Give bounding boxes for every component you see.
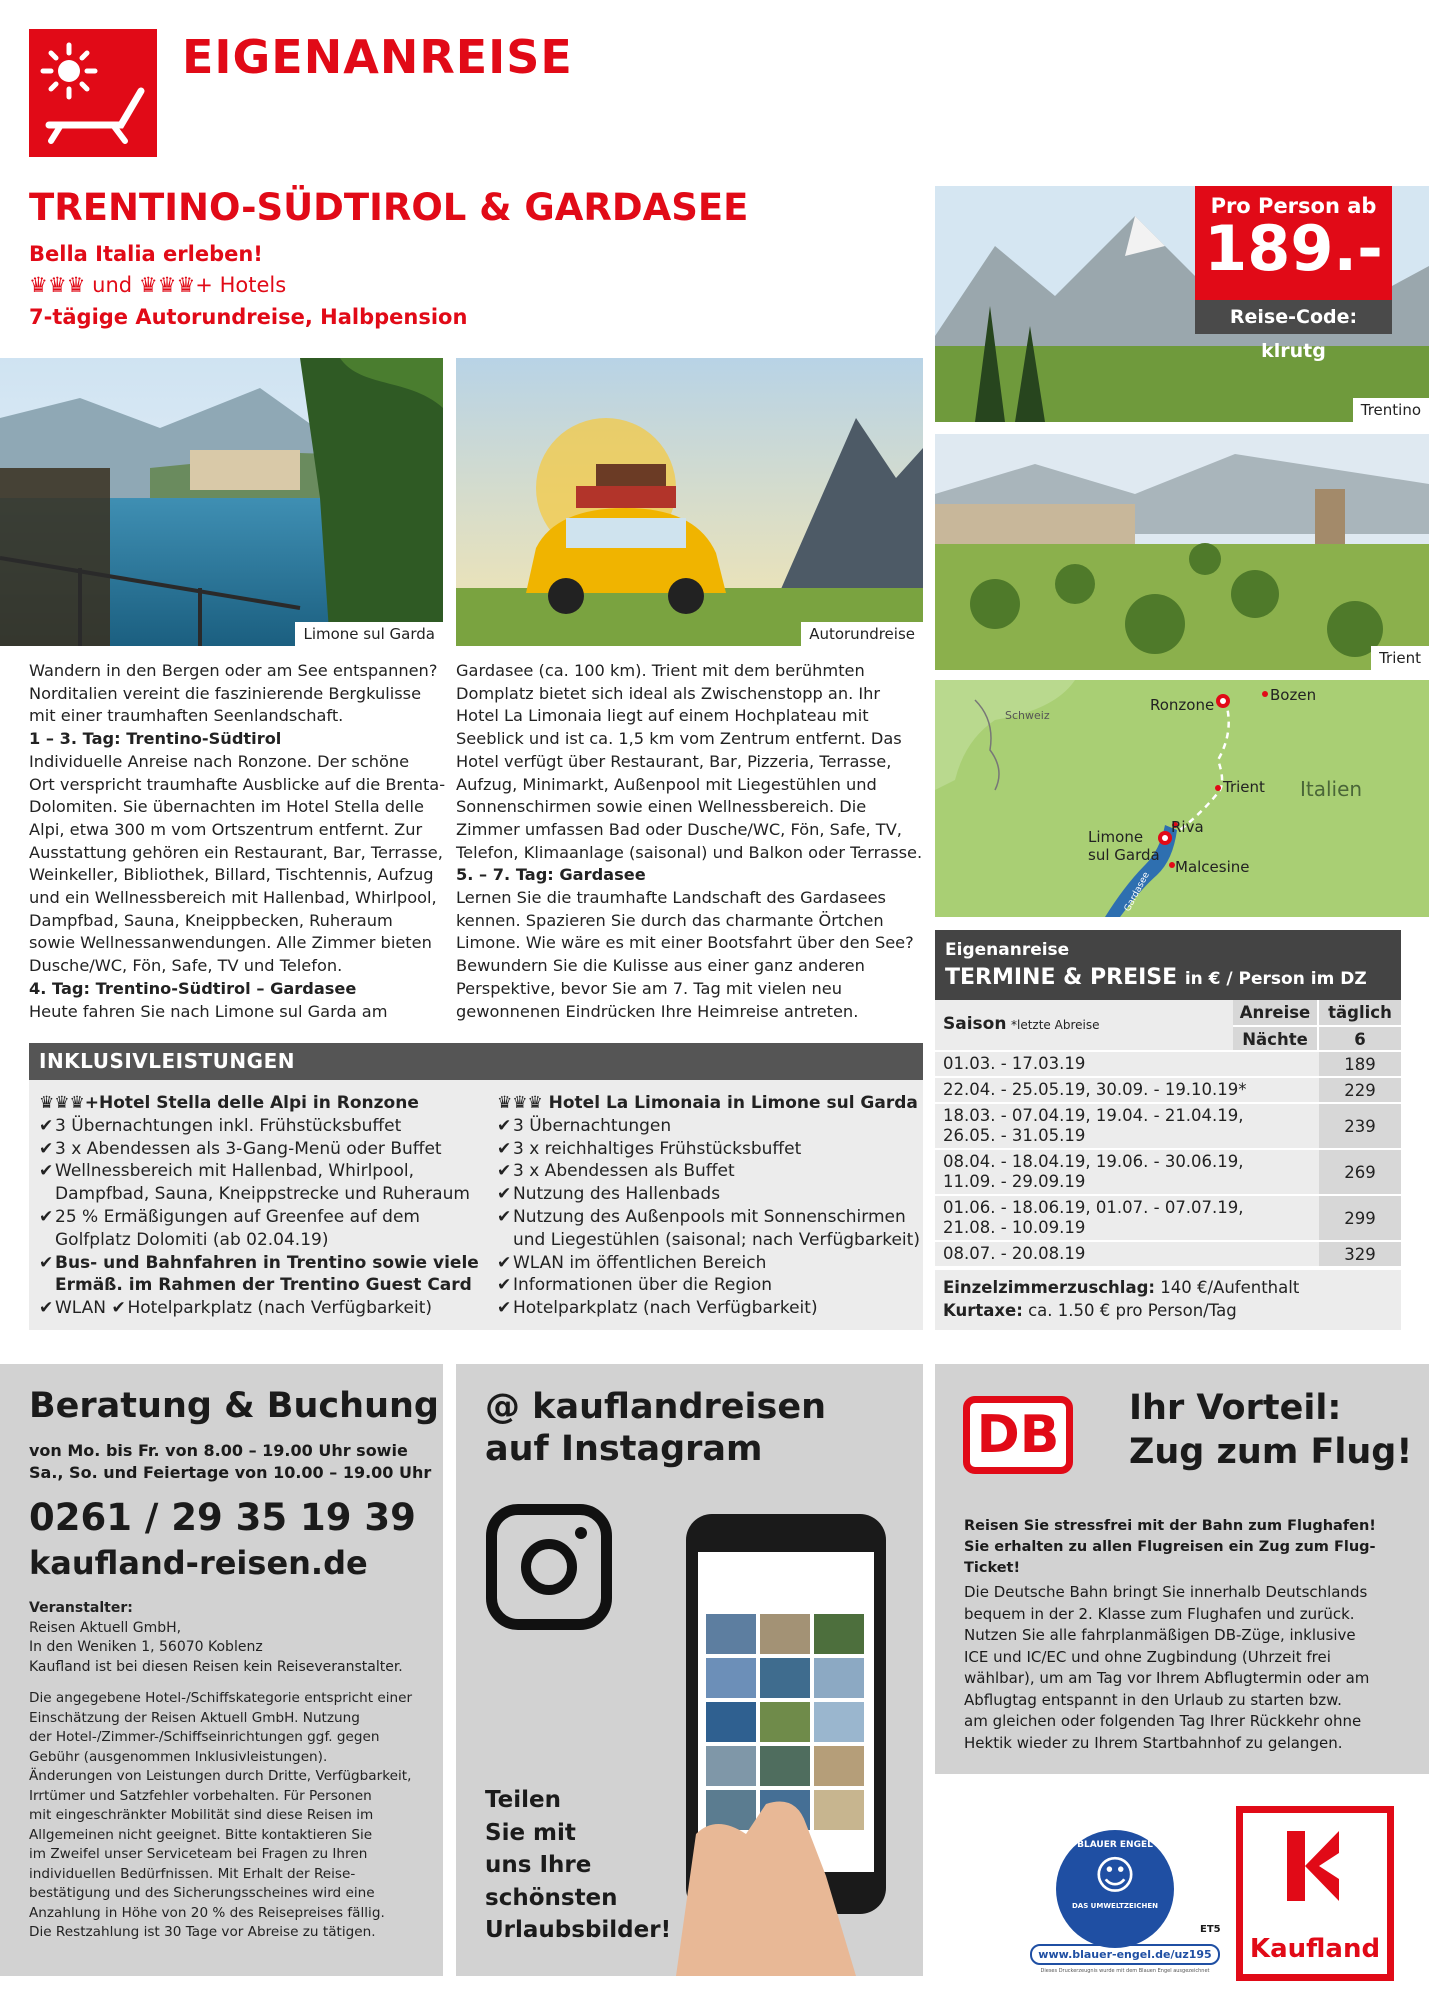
db-title: Ihr Vorteil: Zug zum Flug!: [1129, 1388, 1413, 1472]
map-label: Trient: [1223, 778, 1265, 796]
organizer-info: Veranstalter: Reisen Aktuell GmbH, In den Weniken 1, 56070 Koblenz Kaufland ist bei diesen Reisen kein Reiseveranstalter.: [29, 1600, 403, 1675]
instagram-title[interactable]: @ kauflandreisen auf Instagram: [485, 1387, 827, 1469]
list-item: ✔ WLAN im öffentlichen Bereich: [497, 1252, 767, 1273]
blauer-engel-badge: [1030, 1820, 1220, 1985]
list-item: ✔ 3 x reichhaltiges Frühstücksbuffet: [497, 1138, 802, 1159]
check-icon: ✔: [497, 1206, 512, 1227]
booking-title: Beratung & Buchung: [29, 1386, 439, 1426]
booking-panel: [0, 1364, 443, 1976]
website-link[interactable]: kaufland-reisen.de: [29, 1544, 368, 1582]
table-row: 08.04. - 18.04.19, 19.06. - 30.06.19, 11.09. - 29.09.19 269: [935, 1150, 1401, 1194]
check-icon: ✔: [497, 1184, 512, 1205]
opening-hours: von Mo. bis Fr. von 8.00 – 19.00 Uhr sowie Sa., So. und Feiertage von 10.00 – 19.00 Uhr: [29, 1441, 432, 1482]
kaufland-logo: [1236, 1806, 1394, 1981]
table-row: 01.06. - 18.06.19, 01.07. - 07.07.19, 21.08. - 10.09.19 299: [935, 1196, 1401, 1240]
hotel-2-heading: ♛♛♛ Hotel La Limonaia in Limone sul Garda: [497, 1093, 918, 1113]
check-icon: ✔: [39, 1161, 54, 1182]
crown-rating-icon: ♛♛♛: [497, 1093, 549, 1113]
single-room-surcharge: Einzelzimmerzuschlag: 140 €/Aufenthalt: [943, 1278, 1300, 1297]
description-column-1: [29, 660, 449, 1023]
photo-caption: Limone sul Garda: [295, 622, 443, 646]
list-item: Golfplatz Dolomiti (ab 02.04.19): [55, 1229, 329, 1250]
table-footnotes: [935, 1270, 1401, 1330]
eigenanreise-logo: [29, 29, 157, 157]
blauer-engel-seal: BLAUER ENGEL ☺ DAS UMWELTZEICHEN: [1056, 1830, 1174, 1948]
check-icon: ✔: [39, 1138, 54, 1159]
check-icon: ✔: [497, 1298, 512, 1319]
check-icon: ✔: [39, 1252, 54, 1273]
check-icon: ✔: [111, 1298, 126, 1319]
list-item: Ermäß. im Rahmen der Trentino Guest Card: [55, 1275, 472, 1296]
check-icon: ✔: [497, 1275, 512, 1296]
description-column-2: [456, 660, 926, 1023]
list-item: ✔ 3 x Abendessen als 3-Gang-Menü oder Buffet: [39, 1138, 442, 1159]
photo-autorundreise: [456, 358, 923, 646]
legal-fine-print: Die angegebene Hotel-/Schiffskategorie entspricht einer Einschätzung der Reisen Aktuell GmbH. Nutzung der Hotel-/Zimmer-/Schiffseinrichtungen ggf. gegen Gebühr (ausgenommen Inklusivleistungen). Änderungen von Leistungen durch Dritte, Verfügbarkeit, Irrtümer und Satzfehler vorbehalten. Für Personen mit eingeschränkter Mobilität sind diese Reisen im Allgemeinen nicht geeignet. Bitte kontaktieren Sie im Zweifel unser Serviceteam bei Fragen zu Ihren individuellen Bedürfnissen. Mit Erhalt der Reise- bestätigung und des Sicherungsscheines wird eine Anzahlung in Höhe von 20 % des Reisepreises fällig. Die Restzahlung ist 30 Tage vor Abreise zu tätigen.: [29, 1690, 413, 1940]
route-map: [935, 680, 1429, 917]
saison-label: Saison: [943, 1014, 1007, 1034]
angel-icon: ☺: [1094, 1853, 1136, 1899]
list-item: ✔ 3 Übernachtungen: [497, 1115, 672, 1136]
day-4-text-cont: Gardasee (ca. 100 km). Trient mit dem berühmten Domplatz bietet sich ideal als Zwischenstopp an. Ihr Hotel La Limonaia liegt auf einem Hochplateau mit Seeblick und ist ca. 1,5 km vom Zentrum entfernt. Das Hotel verfügt über Restaurant, Bar, Pizzeria, Terrasse, Aufzug, Minimarkt, Außenpool mit Liegestühlen und Sonnenschirmen sowie einen Wellnessbereich. Die Zimmer umfassen Bad oder Dusche/WC, Fön, Safe, TV, Telefon, Klimaanlage (saisonal) und Balkon oder Terrasse.: [456, 661, 923, 862]
offer-tagline: Bella Italia erleben!: [29, 242, 263, 266]
check-icon: ✔: [497, 1138, 512, 1159]
photo-caption: Trentino: [1353, 398, 1429, 422]
list-item: ✔ Hotelparkplatz (nach Verfügbarkeit): [497, 1298, 818, 1319]
tourist-tax: Kurtaxe: ca. 1.50 € pro Person/Tag: [943, 1301, 1237, 1320]
check-icon: ✔: [497, 1115, 512, 1136]
day-4-heading: 4. Tag: Trentino-Südtirol – Gardasee: [29, 978, 357, 998]
check-icon: ✔: [497, 1252, 512, 1273]
photo-caption: Trient: [1371, 646, 1429, 670]
list-item: ✔ 25 % Ermäßigungen auf Greenfee auf dem: [39, 1206, 420, 1227]
list-item: ✔ WLAN ✔ Hotelparkplatz (nach Verfügbarkeit): [39, 1298, 433, 1319]
naechte-head: Nächte: [1233, 1025, 1319, 1050]
map-label: sul Garda: [1088, 846, 1160, 864]
offer-type: 7-tägige Autorundreise, Halbpension: [29, 305, 468, 329]
day-5-text: Lernen Sie die traumhafte Landschaft des Gardasees kennen. Spazieren Sie durch das charmante Örtchen Limone. Wie wäre es mit einer Bootsfahrt über den See? Bewundern Sie die Kulisse aus einer ganz anderen Perspektive, bevor Sie am 7. Tag mit vielen neu gewonnenen Eindrücken Ihre Heimreise antreten.: [456, 888, 914, 1021]
day-1-heading: 1 – 3. Tag: Trentino-Südtirol: [29, 729, 282, 749]
list-item: ✔ 3 Übernachtungen inkl. Frühstücksbuffet: [39, 1115, 402, 1136]
db-panel: [935, 1364, 1429, 1774]
table-row: 22.04. - 25.05.19, 30.09. - 19.10.19* 229: [935, 1078, 1401, 1102]
instagram-panel: [456, 1364, 923, 1976]
phone-number[interactable]: 0261 / 29 35 19 39: [29, 1496, 416, 1539]
table-row: 08.07. - 20.08.19 329: [935, 1242, 1401, 1266]
list-item: und Liegestühlen (saisonal; nach Verfügbarkeit): [513, 1229, 920, 1250]
db-highlight: Reisen Sie stressfrei mit der Bahn zum Flughafen! Sie erhalten zu allen Flugreisen ein Zug zum Flug-Ticket!: [964, 1518, 1376, 1576]
inclusive-box: [29, 1080, 923, 1330]
crown-rating-icon: ♛♛♛: [29, 273, 86, 297]
list-item: ✔ Nutzung des Außenpools mit Sonnenschirmen: [497, 1206, 906, 1227]
price-prefix: Pro Person ab: [1210, 194, 1377, 218]
crown-rating-plus-icon: ♛♛♛+: [138, 273, 213, 297]
table-row: 01.03. - 17.03.19 189: [935, 1052, 1401, 1076]
table-title: TERMINE & PREISE in € / Person im DZ: [945, 965, 1367, 990]
map-label: Italien: [1300, 777, 1363, 801]
day-5-heading: 5. – 7. Tag: Gardasee: [456, 865, 646, 885]
list-item: ✔ Bus- und Bahnfahren in Trentino sowie viele: [39, 1252, 479, 1273]
check-icon: ✔: [497, 1161, 512, 1182]
share-call-to-action: Teilen Sie mit uns Ihre schönsten Urlaubsbilder!: [485, 1787, 672, 1943]
map-label: Limone: [1088, 828, 1144, 846]
check-icon: ✔: [39, 1298, 54, 1319]
kaufland-k-icon: [1243, 1813, 1387, 1923]
photo-limone: [0, 358, 443, 646]
travel-code: Reise-Code: klrutg: [1195, 300, 1392, 334]
list-item: ✔ Informationen über die Region: [497, 1275, 773, 1296]
day-4-text: Heute fahren Sie nach Limone sul Garda am: [29, 1001, 388, 1021]
table-row: 18.03. - 07.04.19, 19.04. - 21.04.19, 26.05. - 31.05.19 239: [935, 1104, 1401, 1148]
smartphone-illustration: [656, 1504, 923, 1976]
engel-url[interactable]: www.blauer-engel.de/uz195: [1030, 1944, 1220, 1965]
intro-text: Wandern in den Bergen oder am See entspannen? Norditalien vereint die faszinierende Bergkulisse mit einer traumhaften Seenlandschaft.: [29, 661, 438, 726]
check-icon: ✔: [39, 1115, 54, 1136]
photo-trient: [935, 434, 1429, 670]
map-label: Riva: [1171, 818, 1204, 836]
anreise-head: Anreise: [1233, 1000, 1319, 1025]
kaufland-wordmark: Kaufland: [1249, 1934, 1381, 1964]
db-logo: DB: [963, 1396, 1073, 1474]
map-label: Malcesine: [1175, 858, 1250, 876]
saison-note: *letzte Abreise: [1011, 1018, 1100, 1032]
check-icon: ✔: [39, 1206, 54, 1227]
map-label: Ronzone: [1150, 696, 1215, 714]
table-kicker: Eigenanreise: [945, 940, 1070, 960]
list-item: ✔ Nutzung des Hallenbads: [497, 1184, 721, 1205]
engel-note: Dieses Druckerzeugnis wurde mit dem Blauen Engel ausgezeichnet: [1040, 1968, 1210, 1974]
price-value: 189.-: [1204, 212, 1383, 285]
inclusive-list-hotel-2: [497, 1092, 920, 1320]
inclusive-list-hotel-1: [39, 1092, 479, 1320]
photo-caption: Autorundreise: [801, 622, 923, 646]
map-label: Bozen: [1270, 686, 1317, 704]
crown-rating-plus-icon: ♛♛♛+: [39, 1093, 99, 1113]
brand-title: EIGENANREISE: [182, 30, 573, 84]
list-item: ✔ Wellnessbereich mit Hallenbad, Whirlpool,: [39, 1161, 415, 1182]
list-item: ✔ 3 x Abendessen als Buffet: [497, 1161, 735, 1182]
price-table-colheads: [935, 1000, 1401, 1050]
map-label: Gardasee: [1122, 870, 1152, 914]
taeglich-head: täglich: [1319, 1000, 1401, 1025]
hotel-rating: ♛♛♛ und ♛♛♛+ Hotels: [29, 273, 287, 297]
day-1-text: Individuelle Anreise nach Ronzone. Der schöne Ort verspricht traumhafte Ausblicke auf die Brenta- Dolomiten. Sie übernachten im Hotel Stella delle Alpi, etwa 300 m vom Ortszentrum entfernt. Zur Ausstattung gehören ein Restaurant, Bar, Terrasse, Weinkeller, Bibliothek, Billard, Tischtennis, Aufzug und ein Wellnessbereich mit Hallenbad, Whirlpool, Dampfbad, Sauna, Kneippbecken, Ruheraum sowie Wellnessanwendungen. Alle Zimmer bieten Dusche/WC, Fön, Safe, TV und Telefon.: [29, 751, 446, 976]
offer-title: TRENTINO-SÜDTIROL & GARDASEE: [29, 186, 749, 229]
inclusive-header: INKLUSIVLEISTUNGEN: [29, 1043, 923, 1080]
engel-code: ET5: [1200, 1924, 1221, 1935]
nights-value: 6: [1319, 1025, 1401, 1050]
hotel-1-heading: ♛♛♛+Hotel Stella delle Alpi in Ronzone: [39, 1093, 419, 1113]
map-label: Schweiz: [1005, 709, 1050, 722]
list-item: Dampfbad, Sauna, Kneippstrecke und Ruheraum: [55, 1184, 470, 1205]
db-description: Die Deutsche Bahn bringt Sie innerhalb Deutschlands bequem in der 2. Klasse zum Flughafen und zurück. Nutzen Sie alle fahrplanmäßigen DB-Züge, inklusive ICE und IC/EC und ohne Zugbindung (Uhrzeit frei wählbar), um am Tag vor Ihrem Abflugtermin oder am Abflugtag entspannt in den Urlaub zu starten bzw. am gleichen oder folgenden Tag Ihrer Rückkehr ohne Hektik wieder zu Ihrem Startbahnhof zu gelangen.: [964, 1583, 1370, 1752]
price-table-header: [935, 930, 1401, 1000]
instagram-icon[interactable]: [486, 1504, 612, 1630]
